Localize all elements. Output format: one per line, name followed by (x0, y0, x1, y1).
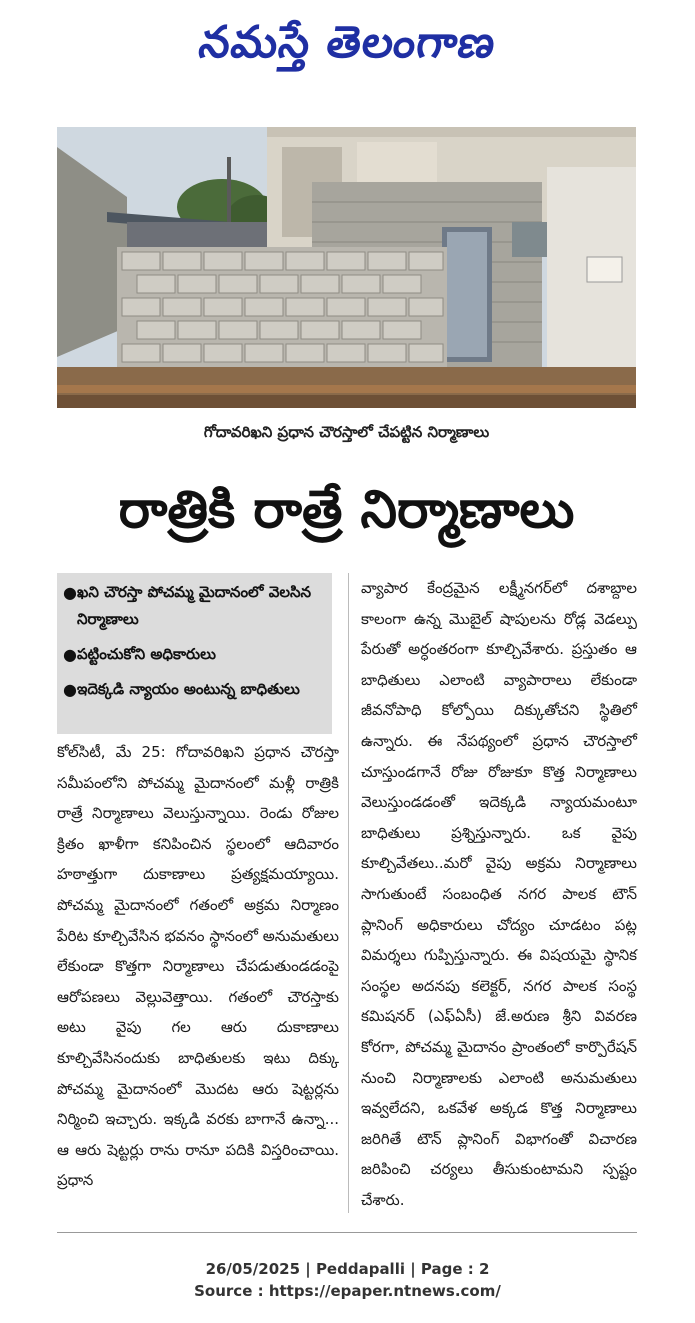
construction-photo-icon (57, 127, 636, 408)
headline: రాత్రికి రాత్రే నిర్మాణాలు (118, 480, 575, 540)
bullet-icon: ● (63, 680, 77, 699)
bullet-icon: ● (63, 583, 77, 602)
footer-source-line: Source : https://epaper.ntnews.com/ (194, 1282, 501, 1300)
article-right-column: వ్యాపార కేంద్రమైన లక్ష్మీనగర్‌లో దశాబ్దాల కాలంగా ఉన్న మొబైల్ షాపులను రోడ్ల వెడల్పు పేరుతో అర్ధంతరంగా కూల్చివేశారు. ప్రస్తుతం ఆ బాధితులు ఎలాంటి వ్యాపారాలు లేకుండా జీవనోపాధి కోల్పోయి దిక్కుతోచని స్థితిలో ఉన్నారు. ఈ నేపథ్యంలో ప్రధాన చౌరస్తాలో చూస్తుండగానే రోజు రోజుకూ కొత్త నిర్మాణాలు వెలుస్తుండడంతో ఇదెక్కడి న్యాయమంటూ బాధితులు ప్రశ్నిస్తున్నారు. ఒక వైపు కూల్చివేతలు..మరో వైపు అక్రమ నిర్మాణాలు సాగుతుంటే సంబంధిత నగర పాలక టౌన్ ప్లానింగ్ అధికారులు చోద్యం చూడటం పట్ల విమర్శలు గుప్పిస్తున్నారు. ఈ విషయమై స్థానిక సంస్థల అదనపు కలెక్టర్, నగర పాలక సంస్థ కమిషనర్ (ఎఫ్ఏసీ) జే.అరుణ శ్రీని వివరణ కోరగా, పోచమ్మ మైదానం ప్రాంతంలో కార్పొరేషన్ నుంచి నిర్మాణాలకు ఎలాంటి అనుమతులు ఇవ్వలేదని, ఒకవేళ అక్కడ కొత్త నిర్మాణాలు జరిగితే టౌన్ ప్లానింగ్ విభాగంతో విచారణ జరిపించి చర్యలు తీసుకుంటామని స్పష్టం చేశారు. (361, 579, 637, 1209)
footer-rule (57, 1232, 637, 1233)
highlight-text: ఖని చౌరస్తా పోచమ్మ మైదానంలో వెలసిన నిర్మాణాలు (77, 583, 312, 628)
column-divider (348, 573, 349, 1213)
footer (0, 1258, 695, 1302)
highlight-item (63, 641, 324, 668)
bullet-icon: ● (63, 645, 77, 664)
highlight-text: పట్టించుకోని అధికారులు (77, 645, 216, 663)
news-photo (57, 127, 636, 408)
article-left-column: కోల్‌సిటీ, మే 25: గోదావరిఖని ప్రధాన చౌరస్తా సమీపంలోని పోచమ్మ మైదానంలో మళ్లీ రాత్రికి రాత్రే నిర్మాణాలు వెలుస్తున్నాయి. రెండు రోజుల క్రితం ఖాళీగా కనిపించిన స్థలంలో ఆదివారం హఠాత్తుగా దుకాణాలు ప్రత్యక్షమయ్యాయి. పోచమ్మ మైదానంలో గతంలో అక్రమ నిర్మాణం పేరిట కూల్చివేసిన భవనం స్థానంలో అనుమతులు లేకుండా కొత్తగా నిర్మాణాలు చేపడుతుండడంపై ఆరోపణలు వెల్లువెత్తాయి. గతంలో చౌరస్తాకు అటు వైపు గల ఆరు దుకాణాలు కూల్చివేసినందుకు బాధితులకు ఇటు దిక్కు పోచమ్మ మైదానంలో మొదట ఆరు షెట్టర్లను నిర్మించి ఇచ్చారు. ఇక్కడి వరకు బాగానే ఉన్నా... ఆ ఆరు షెట్టర్లు రాను రానూ పదికి విస్తరించాయి. ప్రధాన (57, 743, 339, 1190)
highlights-box (57, 573, 332, 734)
masthead-logo: నమస్తే తెలంగాణ (195, 17, 500, 68)
highlight-item (63, 579, 324, 633)
highlight-item (63, 676, 324, 703)
highlight-text: ఇదెక్కడి న్యాయం అంటున్న బాధితులు (77, 680, 300, 698)
footer-date-line: 26/05/2025 | Peddapalli | Page : 2 (205, 1260, 490, 1278)
photo-caption: గోదావరిఖని ప్రధాన చౌరస్తాలో చేపట్టిన నిర్మాణాలు (203, 423, 490, 441)
